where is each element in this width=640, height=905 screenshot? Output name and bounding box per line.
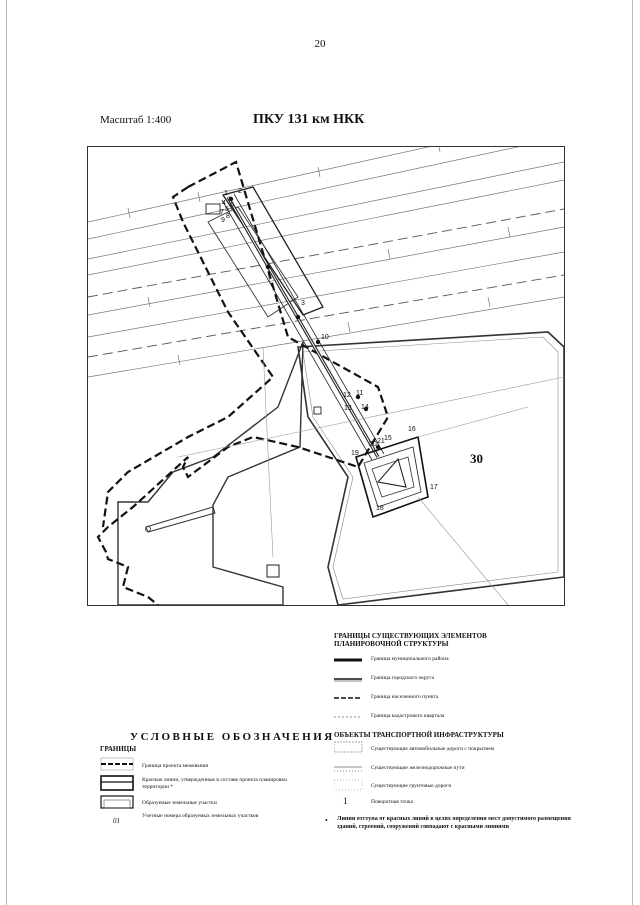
point-label-13: 13 — [344, 405, 352, 412]
transport-item-1: Существующие автомобильные дороги с покрытием — [371, 746, 495, 752]
point-label-10: 10 — [321, 334, 329, 341]
land-plot-square — [356, 437, 428, 517]
boundary-item-4: Учетные номера образуемых земельных участков — [142, 813, 259, 819]
existing-item-2: Граница городского округа — [371, 675, 435, 681]
point-label-4: 4 — [222, 200, 226, 207]
point-label-20: 20 — [369, 441, 377, 448]
small-building — [314, 407, 321, 414]
map-scale: Масштаб 1:400 — [100, 114, 172, 126]
existing-heading: ГРАНИЦЫ СУЩЕСТВУЮЩИХ ЭЛЕМЕНТОВ ПЛАНИРОВОЧНОЙ СТРУКТУРЫ — [334, 632, 487, 648]
existing-item-4: Граница кадастрового квартала — [371, 713, 445, 719]
transport-item-2: Существующие железнодорожные пути — [371, 765, 465, 771]
point-label-6: 6 — [230, 202, 234, 209]
point-label-16: 16 — [408, 426, 416, 433]
cadastral-quarter-left — [118, 342, 303, 605]
transport-heading: ОБЪЕКТЫ ТРАНСПОРТНОЙ ИНФРАСТРУКТУРЫ — [334, 731, 504, 739]
map-title: ПКУ 131 км НКК — [253, 112, 365, 127]
thin-lines — [178, 347, 564, 605]
land-plot-square-inner — [364, 447, 421, 507]
point-label-2: 2 — [238, 188, 242, 195]
corridor-outer — [223, 187, 323, 315]
boundaries-heading: ГРАНИЦЫ — [100, 745, 137, 753]
page-number: 20 — [314, 38, 326, 50]
setback-note: Линии отступа от красных линий в целях определения мест допустимого размещения зданий, строений, сооружений совпадают с красными линиями — [337, 816, 571, 830]
transport-item-3: Существующие грунтовые дороги — [371, 783, 452, 789]
legend-title: УСЛОВНЫЕ ОБОЗНАЧЕНИЯ — [130, 731, 335, 743]
existing-item-1: Граница муниципального района — [371, 656, 449, 662]
plot-number-sample: 01 — [113, 817, 120, 825]
railway-lines — [88, 147, 564, 377]
point-label-7: 7 — [220, 209, 224, 216]
project-border — [98, 162, 388, 605]
point-label-9: 9 — [221, 217, 225, 224]
point-label-18: 18 — [376, 505, 384, 512]
boundary-item-3: Образуемые земельные участки — [142, 800, 217, 806]
cadastral-map — [87, 146, 565, 606]
boundary-item-2: Красные линии, утвержденные в составе проекта планировки территории * — [142, 777, 287, 790]
point-label-11: 11 — [356, 390, 364, 397]
scan-edge-left — [6, 0, 7, 905]
pipeline-center — [228, 197, 378, 457]
triangle-structure — [378, 459, 406, 487]
note-bullet: • — [325, 816, 328, 825]
turning-point-sample: 1 — [343, 796, 348, 806]
boundary-item-1: Граница проекта межевания — [142, 763, 208, 769]
access-road — [146, 507, 215, 532]
existing-item-3: Граница населенного пункта — [371, 694, 439, 700]
map-drawing — [88, 147, 564, 605]
point-label-1: 1 — [224, 190, 228, 197]
small-building-2 — [267, 565, 279, 577]
turning-point-label: Поворотная точка — [371, 799, 413, 805]
pipeline-outline — [234, 194, 384, 454]
land-plot-square-inner2 — [372, 457, 414, 497]
scan-edge-right — [632, 0, 633, 905]
point-label-12: 12 — [343, 392, 351, 399]
area-label-30: 30 — [470, 451, 483, 466]
point-label-14: 14 — [361, 404, 369, 411]
railway-ticks — [128, 147, 510, 365]
point-label-19: 19 — [351, 450, 359, 457]
point-label-8: 8 — [226, 213, 230, 220]
point-label-5: 5 — [225, 206, 229, 213]
existing-symbols — [334, 652, 364, 732]
point-label-17: 17 — [430, 484, 438, 491]
point-label-3: 3 — [301, 300, 305, 307]
point-label-15: 15 — [384, 435, 392, 442]
cadastral-quarter-30 — [298, 332, 564, 605]
point-label-21: 21 — [377, 438, 385, 445]
transport-symbols — [334, 740, 364, 800]
